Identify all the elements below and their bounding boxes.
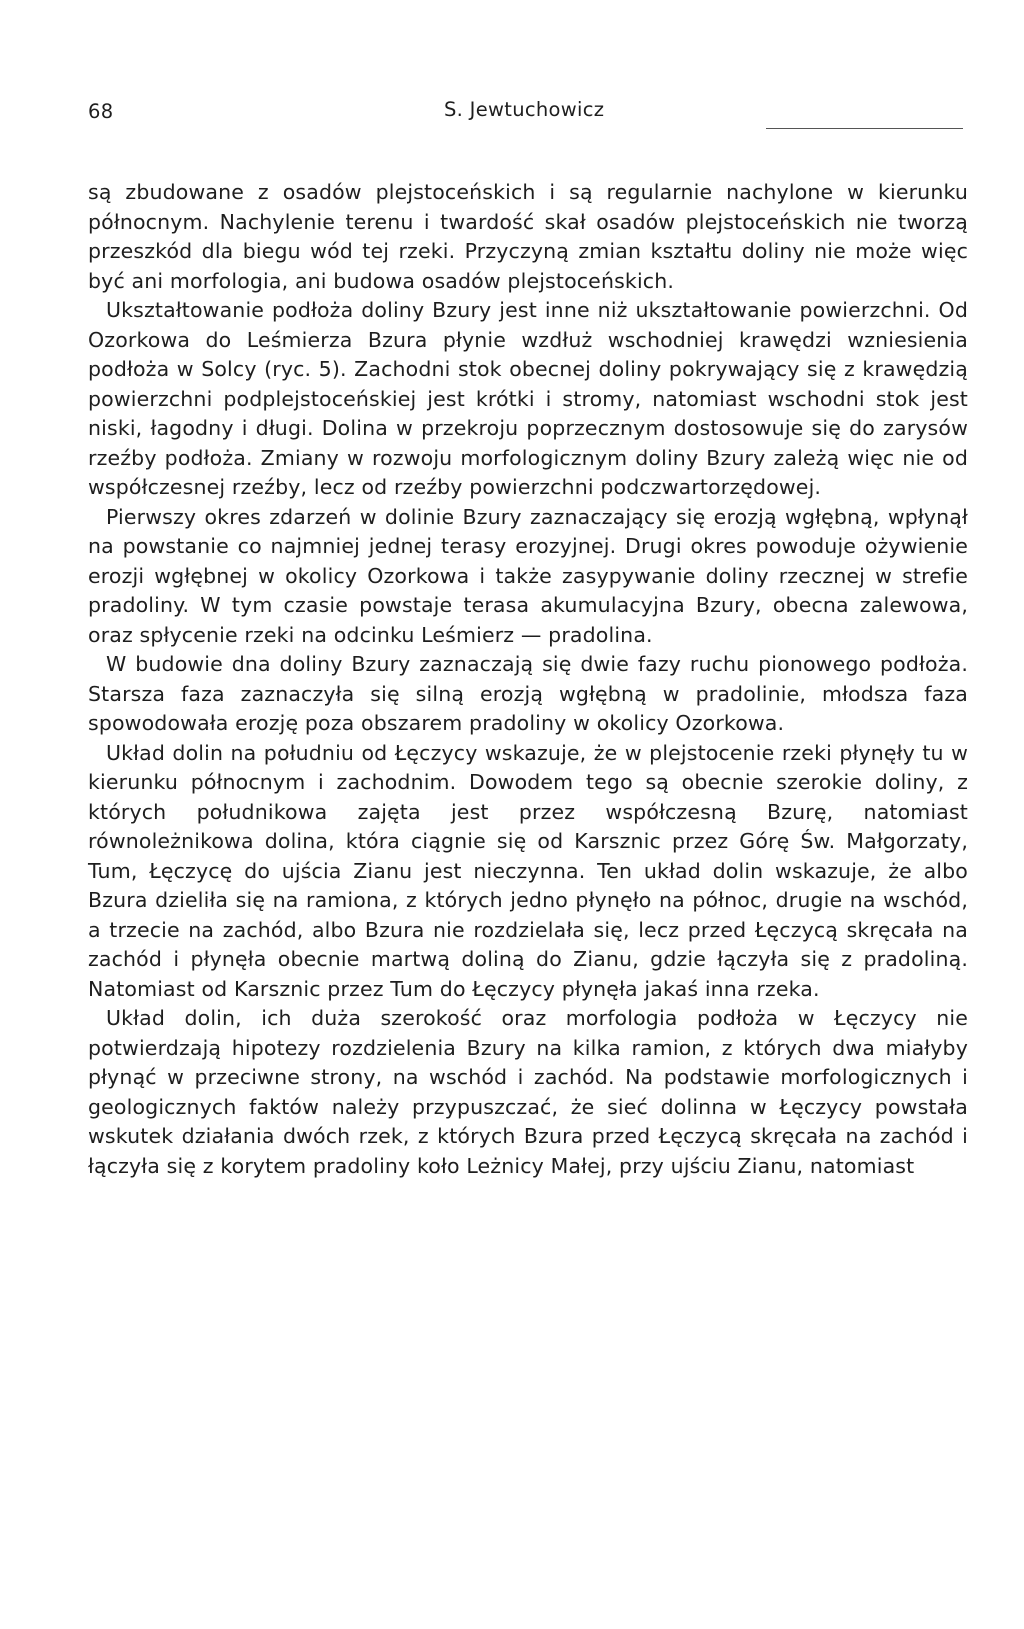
running-head-author: S. Jewtuchowicz [444, 98, 605, 121]
page-number: 68 [88, 100, 114, 123]
paragraph-3: Pierwszy okres zdarzeń w dolinie Bzury zaznaczający się erozją wgłębną, wpłynął na powstanie co najmniej jednej terasy erozyjnej. Drugi okres powoduje ożywienie erozji wgłębnej w okolicy Ozorkowa i także zasypywanie doliny rzecznej w strefie pradoliny. W tym czasie powstaje terasa akumulacyjna Bzury, obecna zalewowa, oraz spłycenie rzeki na odcinku Leśmierz — pradolina. [88, 504, 968, 647]
paragraph-4: W budowie dna doliny Bzury zaznaczają się dwie fazy ruchu pionowego podłoża. Starsza faza zaznaczyła się silną erozją wgłębną w pradolinie, młodsza faza spowodowała erozję poza obszarem pradoliny w okolicy Ozorkowa. [88, 652, 968, 735]
header-rule [766, 128, 963, 129]
paragraph-6: Układ dolin, ich duża szerokość oraz morfologia podłoża w Łęczycy nie potwierdzają hipotezy rozdzielenia Bzury na kilka ramion, z których dwa miałyby płynąć w przeciwne strony, na wschód i zachód. Na podstawie morfologicznych i geologicznych faktów należy przypuszczać, że sieć dolinna w Łęczycy powstała wskutek działania dwóch rzek, z których Bzura przed Łęczycą skręcała na zachód i łączyła się z korytem pradoliny koło Leżnicy Małej, przy ujściu Zianu, natomiast [88, 1006, 968, 1178]
page [88, 90, 968, 1181]
paragraph-5: Układ dolin na południu od Łęczycy wskazuje, że w plejstocenie rzeki płynęły tu w kierunku północnym i zachodnim. Dowodem tego są obecnie szerokie doliny, z których południkowa zajęta jest przez współczesną Bzurę, natomiast równoleżnikowa dolina, która ciągnie się od Karsznic przez Górę Św. Małgorzaty, Tum, Łęczycę do ujścia Zianu jest nieczynna. Ten układ dolin wskazuje, że albo Bzura dzieliła się na ramiona, z których jedno płynęło na północ, drugie na wschód, a trzecie na zachód, albo Bzura nie rozdzielała się, lecz przed Łęczycą skręcała na zachód i płynęła obecnie martwą doliną do Zianu, gdzie łączyła się z pradoliną. Natomiast od Karsznic przez Tum do Łęczycy płynęła jakaś inna rzeka. [88, 740, 968, 1001]
body-text [88, 178, 968, 1181]
running-head [88, 90, 968, 130]
paragraph-2: Ukształtowanie podłoża doliny Bzury jest inne niż ukształtowanie powierzchni. Od Ozorkowa do Leśmierza Bzura płynie wzdłuż wschodniej krawędzi wzniesienia podłoża w Solcy (ryc. 5). Zachodni stok obecnej doliny pokrywający się z krawędzią powierzchni podplejstoceńskiej jest krótki i stromy, natomiast wschodni stok jest niski, łagodny i długi. Dolina w przekroju poprzecznym dostosowuje się do zarysów rzeźby podłoża. Zmiany w rozwoju morfologicznym doliny Bzury zależą więc nie od współczesnej rzeźby, lecz od rzeźby powierzchni podczwartorzędowej. [88, 298, 968, 499]
paragraph-1: są zbudowane z osadów plejstoceńskich i są regularnie nachylone w kierunku północnym. Nachylenie terenu i twardość skał osadów plejstoceńskich nie tworzą przeszkód dla biegu wód tej rzeki. Przyczyną zmian kształtu doliny nie może więc być ani morfologia, ani budowa osadów plejstoceńskich. [88, 180, 968, 293]
